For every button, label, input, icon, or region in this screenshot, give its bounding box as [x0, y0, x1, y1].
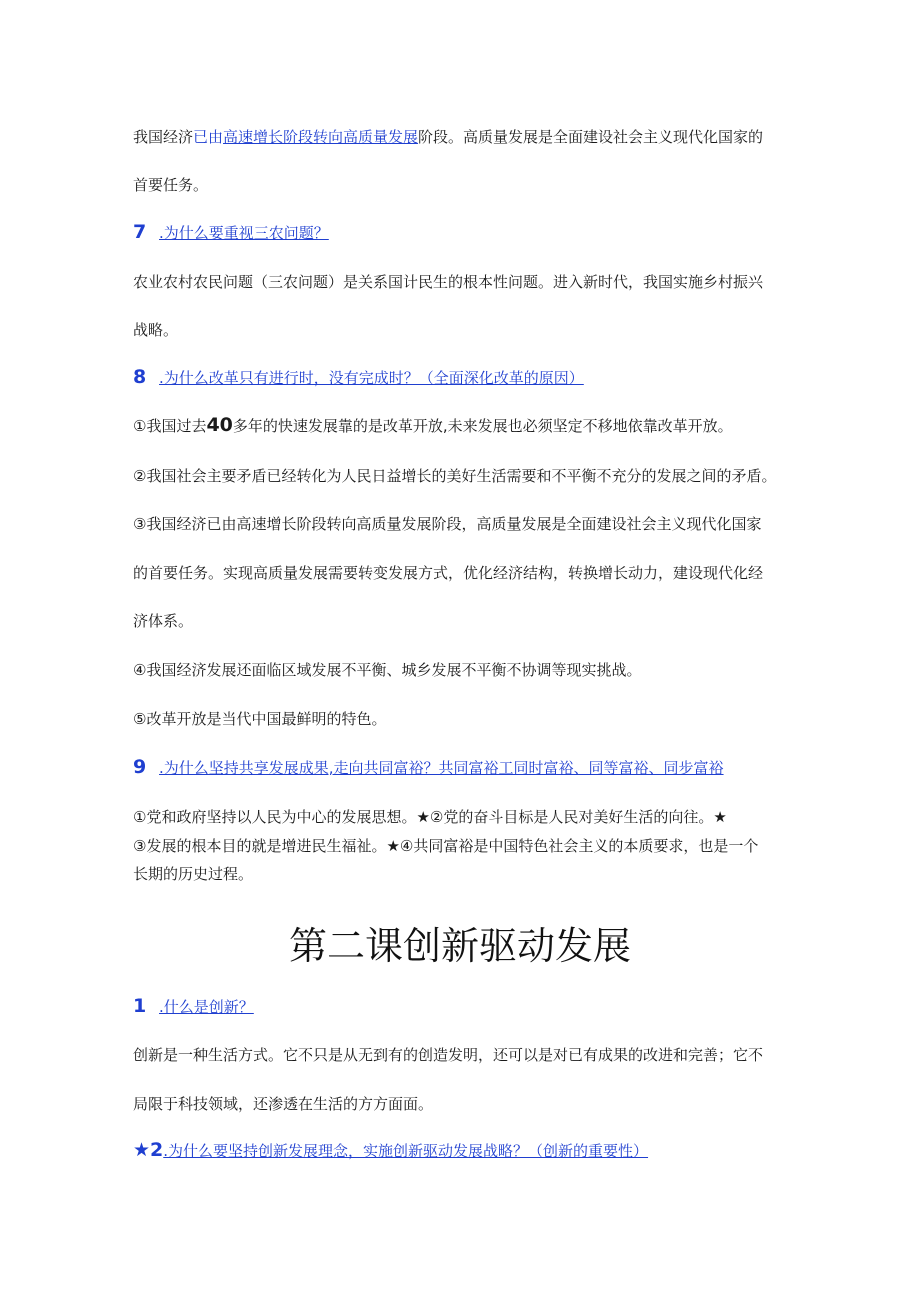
answer-line: 农业农村农民问题（三农问题）是关系国计民生的根本性问题。进入新时代，我国实施乡村振兴 [133, 273, 764, 291]
emphasized-number: 40 [206, 414, 233, 436]
highlight-text: 已由 [193, 128, 224, 146]
answer-line: ③发展的根本目的就是增进民生福祉。★④共同富裕是中国特色社会主义的本质要求，也是一个 [133, 837, 759, 855]
text-span: 我国经济 [133, 128, 194, 146]
question-text: .为什么改革只有进行时，没有完成时？（全面深化改革的原因） [159, 369, 584, 387]
question-number: 7 [133, 221, 147, 243]
question-text: .为什么坚持共享发展成果,走向共同富裕？共同富裕工同时富裕、同等富裕、同步富裕 [159, 759, 724, 777]
question-text: .什么是创新？ [159, 998, 254, 1016]
question-text: .为什么要重视三农问题？ [159, 224, 329, 242]
question-number: 9 [133, 756, 147, 778]
answer-line: 创新是一种生活方式。它不只是从无到有的创造发明，还可以是对已有成果的改进和完善；它不 [133, 1046, 764, 1064]
question-number: 8 [133, 366, 147, 388]
answer-item-1 [133, 415, 733, 436]
answer-item-3: ③我国经济已由高速增长阶段转向高质量发展阶段，高质量发展是全面建设社会主义现代化国家 [133, 515, 762, 533]
text-span: ①我国过去 [133, 417, 207, 435]
answer-line: 战略。 [133, 321, 179, 339]
question-heading-1[interactable] [133, 996, 254, 1017]
answer-line: 局限于科技领域，还渗透在生活的方方面面。 [133, 1095, 434, 1113]
underlined-link-text[interactable]: 高速增长阶段转向高质量发展 [223, 128, 419, 146]
question-text: .为什么要坚持创新发展理念，实施创新驱动发展战略？（创新的重要性） [163, 1142, 649, 1160]
answer-line: 长期的历史过程。 [133, 865, 254, 883]
question-number: ★2 [133, 1139, 164, 1161]
answer-item-3-cont: 的首要任务。实现高质量发展需要转变发展方式，优化经济结构，转换增长动力，建设现代化经 [133, 564, 764, 582]
answer-item-4: ④我国经济发展还面临区域发展不平衡、城乡发展不平衡不协调等现实挑战。 [133, 661, 642, 679]
question-number: 1 [133, 995, 147, 1017]
answer-item-3-cont: 济体系。 [133, 612, 194, 630]
text-span: 多年的快速发展靠的是改革开放,未来发展也必须坚定不移地依靠改革开放。 [232, 417, 733, 435]
question-heading-9[interactable] [133, 757, 724, 778]
question-heading-2[interactable] [133, 1140, 648, 1161]
answer-item-5: ⑤改革开放是当代中国最鲜明的特色。 [133, 710, 387, 728]
answer-line: ①党和政府坚持以人民为中心的发展思想。★②党的奋斗目标是人民对美好生活的向往。★ [133, 808, 727, 826]
paragraph-line: 首要任务。 [133, 176, 209, 194]
question-heading-7[interactable] [133, 222, 329, 243]
paragraph-line [133, 127, 763, 147]
question-heading-8[interactable] [133, 367, 584, 388]
answer-item-2: ②我国社会主要矛盾已经转化为人民日益增长的美好生活需要和不平衡不充分的发展之间的矛盾。 [133, 467, 777, 485]
text-span: 阶段。高质量发展是全面建设社会主义现代化国家的 [418, 128, 764, 146]
lesson-title: 第二课创新驱动发展 [288, 924, 631, 968]
